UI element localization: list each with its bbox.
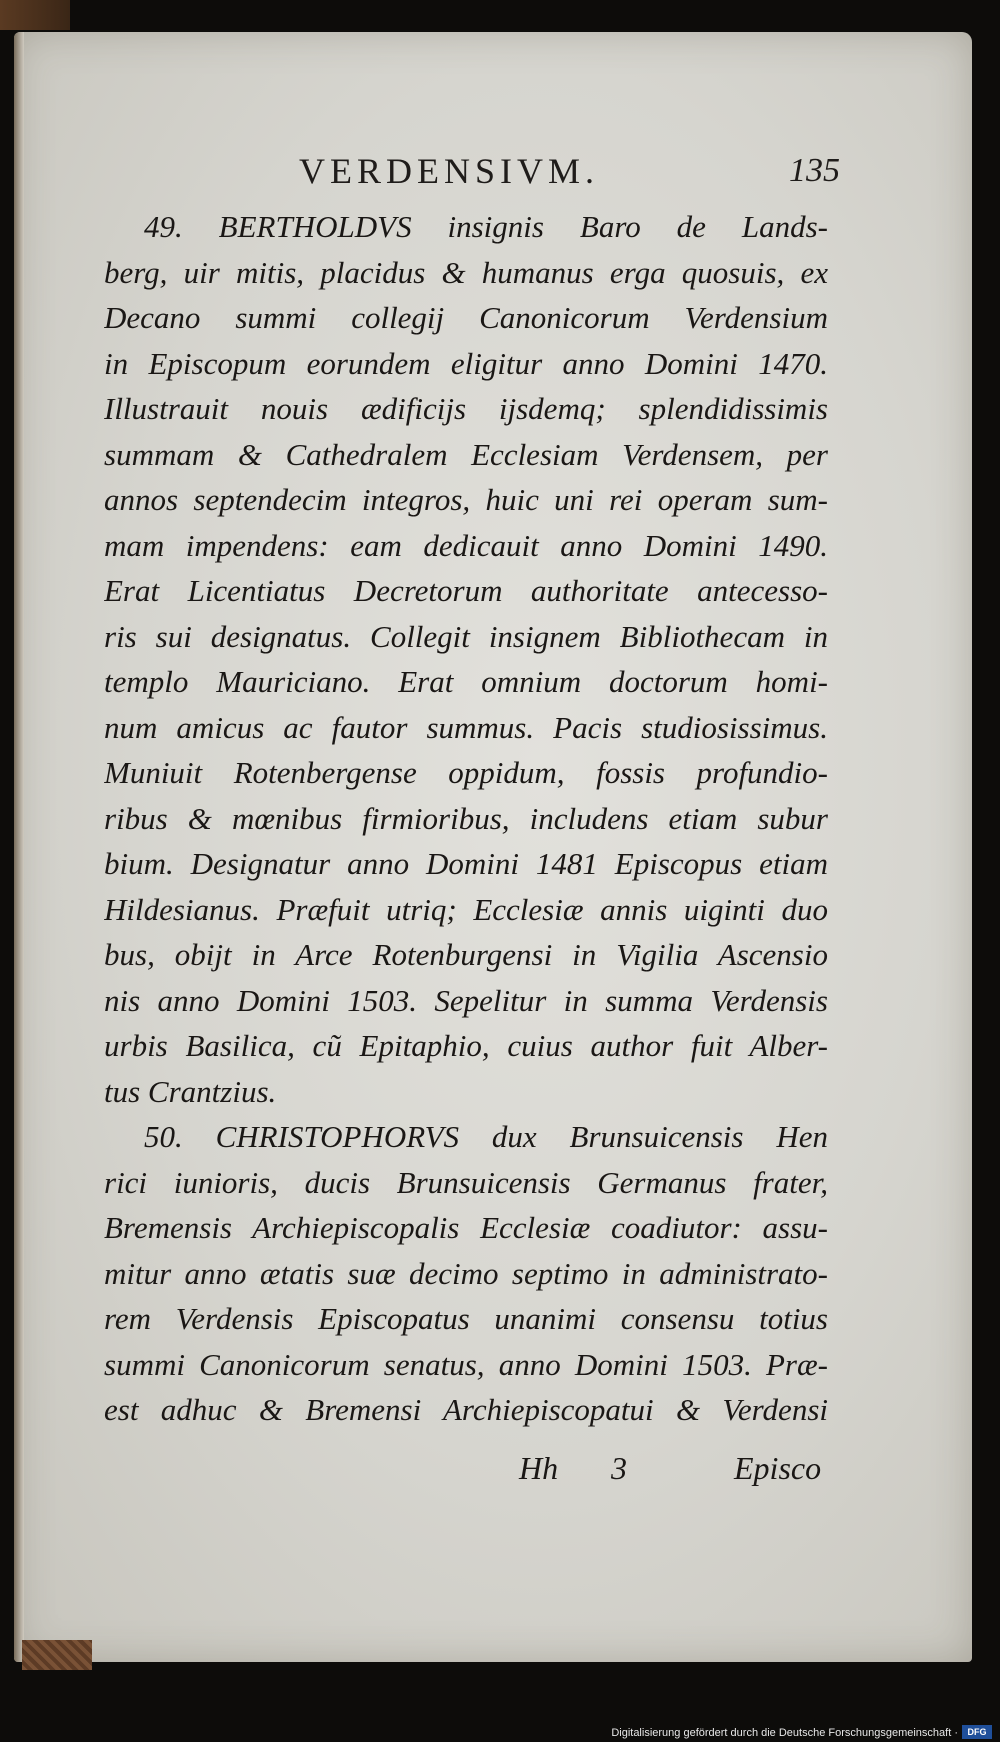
text-line: ribus & mœnibus firmioribus, includens etiam subur: [104, 800, 828, 836]
funding-credit: Digitalisierung gefördert durch die Deutsche Forschungsgemeinschaft ·: [611, 1727, 958, 1739]
text-line: tus Crantzius.: [104, 1073, 277, 1109]
signature-number: 3: [611, 1450, 627, 1486]
dfg-logo-icon: DFG: [962, 1725, 992, 1739]
body-text: [104, 204, 828, 1433]
text-line: est adhuc & Bremensi Archiepiscopatui & Verdensi: [104, 1392, 828, 1427]
page-edge: [14, 32, 24, 1662]
running-title: VERDENSIVM.: [299, 151, 600, 191]
binding-top: [0, 0, 70, 30]
text-line: summi Canonicorum senatus, anno Domini 1503. Præ-: [104, 1346, 828, 1382]
folio-number: 135: [789, 152, 840, 189]
text-line: Illustrauit nouis ædificijs ijsdemq; splendidissimis: [104, 391, 828, 426]
text-line: Hildesianus. Præfuit utriq; Ecclesiæ annis uiginti duo: [104, 891, 828, 927]
text-line: templo Mauriciano. Erat omnium doctorum homi-: [104, 664, 828, 699]
catchword: Episco: [734, 1450, 822, 1486]
text-line: urbis Basilica, cũ Epitaphio, cuius author fuit Alber-: [104, 1028, 828, 1063]
text-line: berg, uir mitis, placidus & humanus erga quosuis, ex: [104, 254, 828, 290]
text-line: annos septendecim integros, huic uni rei operam sum-: [104, 482, 828, 517]
text-line: num amicus ac fautor summus. Pacis studiosissimus.: [104, 709, 828, 745]
text-line: rici iunioris, ducis Brunsuicensis Germanus frater,: [104, 1164, 828, 1200]
footer-bar: [0, 1720, 1000, 1742]
binding-bottom: [22, 1640, 92, 1670]
text-line: bium. Designatur anno Domini 1481 Episcopus etiam: [104, 846, 828, 881]
page-header: [14, 150, 972, 200]
text-line: summam & Cathedralem Ecclesiam Verdensem, per: [104, 436, 828, 472]
text-line: 49. BERTHOLDVS insignis Baro de Lands-: [144, 209, 828, 244]
signature-mark: Hh: [519, 1450, 559, 1486]
text-line: Muniuit Rotenbergense oppidum, fossis profundio-: [104, 755, 828, 790]
text-line: nis anno Domini 1503. Sepelitur in summa Verdensis: [104, 982, 828, 1018]
book-page: [14, 32, 972, 1662]
text-line: mam impendens: eam dedicauit anno Domini 1490.: [104, 527, 828, 563]
text-line: Decano summi collegij Canonicorum Verdensium: [104, 300, 828, 335]
text-line: in Episcopum eorundem eligitur anno Domini 1470.: [104, 345, 828, 381]
text-line: ris sui designatus. Collegit insignem Bibliothecam in: [104, 618, 828, 654]
signature-line: [14, 1450, 972, 1500]
text-line: bus, obijt in Arce Rotenburgensi in Vigilia Ascensio: [104, 937, 828, 972]
text-line: Erat Licentiatus Decretorum authoritate antecesso-: [104, 573, 828, 608]
text-line: 50. CHRISTOPHORVS dux Brunsuicensis Hen: [144, 1119, 828, 1154]
text-line: Bremensis Archiepiscopalis Ecclesiæ coadiutor: assu-: [104, 1210, 828, 1245]
text-line: mitur anno ætatis suæ decimo septimo in administrato-: [104, 1255, 828, 1291]
text-line: rem Verdensis Episcopatus unanimi consensu totius: [104, 1301, 828, 1336]
